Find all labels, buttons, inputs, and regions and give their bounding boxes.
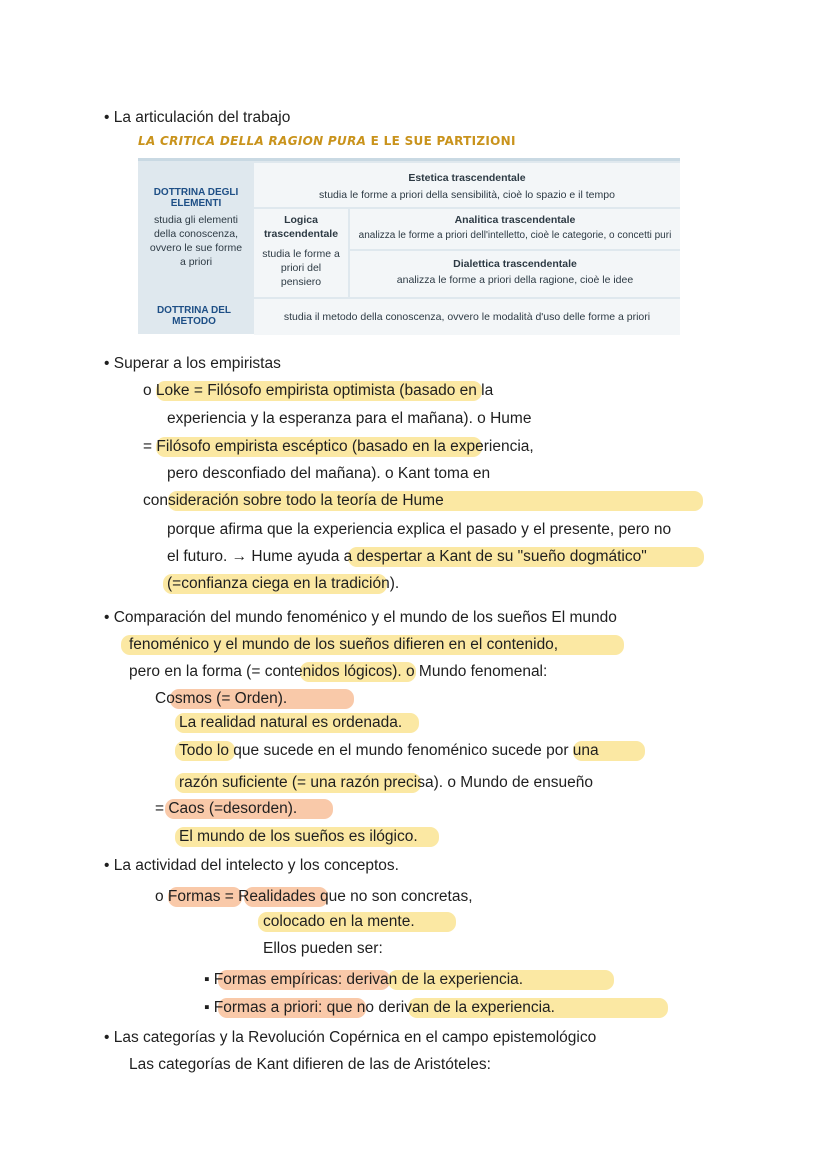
logica-title: Logica trascendentale <box>263 214 339 240</box>
dottrina-metodo-desc: studia il metodo della conoscenza, ovvero le modalità d'uso delle forme a priori <box>283 311 651 323</box>
text-line: pero en la forma (= contenidos lógicos). o Mundo fenomenal: <box>129 663 548 680</box>
figure-title-rest: E LE SUE PARTIZIONI <box>366 134 516 148</box>
bullet-empiristas: • Superar a los empiristas <box>104 355 281 372</box>
dottrina-metodo-label: DOTTRINA DEL METODO <box>156 305 232 327</box>
text-line: experiencia y la esperanza para el mañana). o Hume <box>167 410 532 427</box>
dialettica-desc: analizza le forme a priori della ragione, cioè le idee <box>396 274 634 286</box>
bullet-categorias: • Las categorías y la Revolución Copérnica en el campo epistemológico <box>104 1029 597 1046</box>
text-line: fenoménico y el mundo de los sueños difieren en el contenido, <box>129 636 559 653</box>
dottrina-elementi-desc: studia gli elementi della conoscenza, ovvero le sue forme a priori <box>149 214 243 268</box>
text-line: el futuro. → Hume ayuda a despertar a Kant de su "sueño dogmático" <box>167 548 647 565</box>
analitica-desc: analizza le forme a priori dell'intelletto, cioè le categorie, o concetti puri <box>358 230 672 241</box>
bullet-articulacion: • La articulación del trabajo <box>104 109 291 126</box>
text-line: ▪ Formas empíricas: derivan de la experiencia. <box>204 971 524 988</box>
text-line: Cosmos (= Orden). <box>155 690 288 707</box>
text-line: porque afirma que la experiencia explica el pasado y el presente, pero no <box>167 521 672 538</box>
text-line: (=confianza ciega en la tradición). <box>167 575 400 592</box>
estetica-desc: studia le forme a priori della sensibilità, cioè lo spazio e il tempo <box>319 189 615 201</box>
text-line: El mundo de los sueños es ilógico. <box>179 828 418 845</box>
bullet-actividad: • La actividad del intelecto y los conceptos. <box>104 857 399 874</box>
text-line: o Formas = Realidades que no son concretas, <box>155 888 473 905</box>
figure-title-italic: LA CRITICA DELLA RAGION PURA <box>138 134 367 148</box>
text-line: colocado en la mente. <box>263 913 415 930</box>
text-line: Todo lo que sucede en el mundo fenoménico sucede por una <box>179 742 599 759</box>
text-line: pero desconfiado del mañana). o Kant toma en <box>167 465 491 482</box>
estetica-title: Estetica trascendentale <box>408 172 526 184</box>
text-line: o Loke = Filósofo empirista optimista (basado en la <box>143 382 494 399</box>
analitica-title: Analitica trascendentale <box>454 214 576 226</box>
bullet-comparacion: • Comparación del mundo fenoménico y el mundo de los sueños El mundo <box>104 609 617 626</box>
dottrina-elementi-label: DOTTRINA DEGLI ELEMENTI <box>153 187 239 209</box>
text-line: = Caos (=desorden). <box>155 800 298 817</box>
text-line: La realidad natural es ordenada. <box>179 714 403 731</box>
text-line: Las categorías de Kant difieren de las de Aristóteles: <box>129 1056 491 1073</box>
text-line: ▪ Formas a priori: que no derivan de la experiencia. <box>204 999 555 1016</box>
text-line: razón suficiente (= una razón precisa). o Mundo de ensueño <box>179 774 594 791</box>
text-line: = Filósofo empirista escéptico (basado en la experiencia, <box>143 438 534 455</box>
logica-desc: studia le forme a priori del pensiero <box>262 248 340 288</box>
dialettica-title: Dialettica trascendentale <box>453 258 577 270</box>
text-line: Ellos pueden ser: <box>263 940 383 957</box>
critique-partition-table <box>138 158 680 334</box>
figure-title <box>138 134 516 148</box>
text-line: consideración sobre todo la teoría de Hume <box>143 492 444 509</box>
